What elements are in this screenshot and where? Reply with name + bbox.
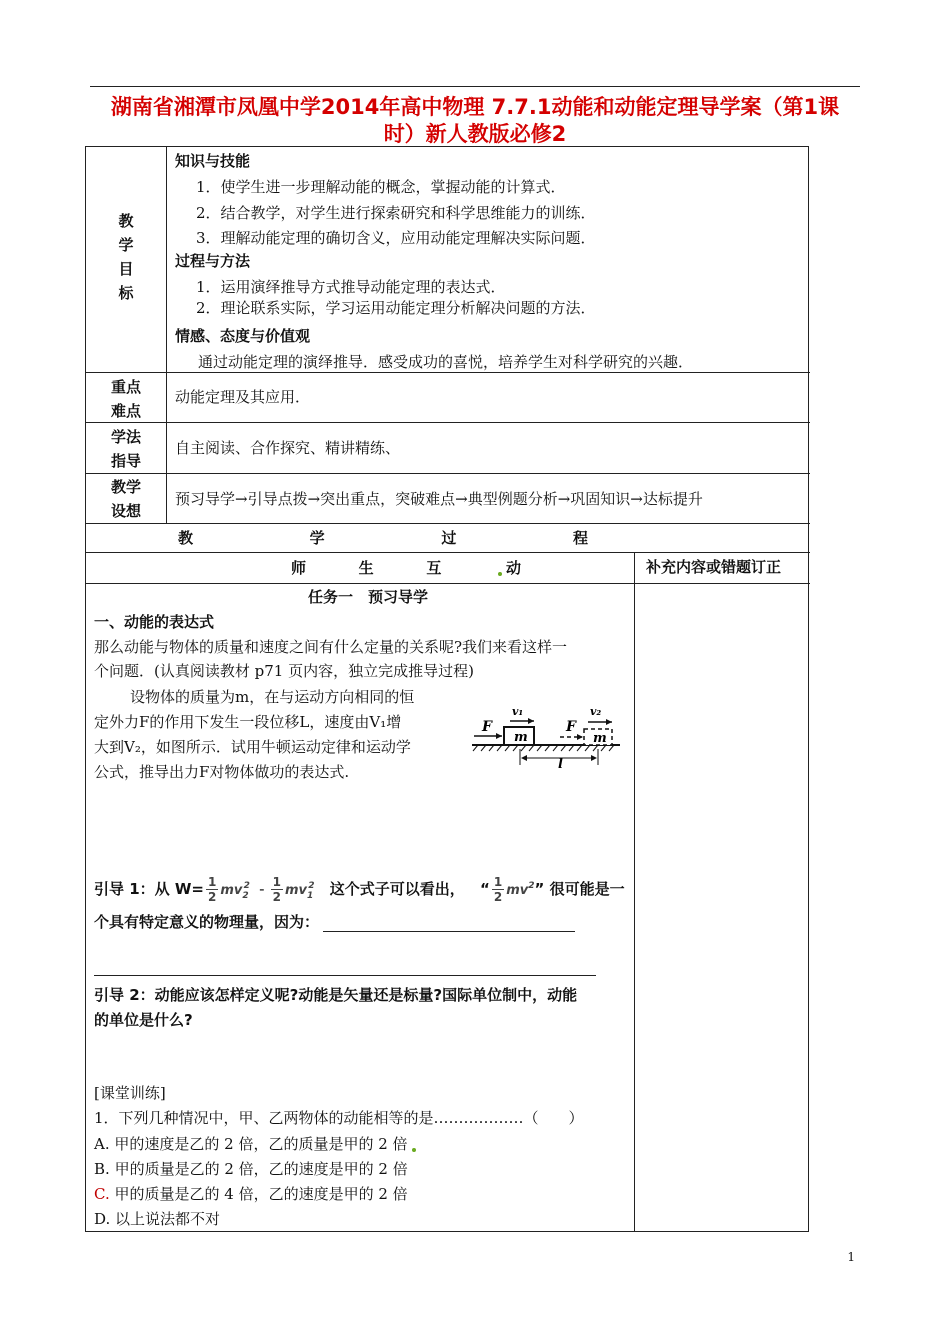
- label-column-divider: [166, 147, 167, 523]
- length-label: l: [558, 757, 563, 769]
- guide-2-line: 引导 2：动能应该怎样定义呢?动能是矢量还是标量?国际单位制中，动能: [94, 986, 578, 1004]
- half-fraction: $\frac{1}{2}$: [493, 875, 503, 904]
- force-label-end: F: [566, 719, 576, 735]
- guide-1-line-2: 个具有特定意义的物理量，因为：: [94, 912, 575, 932]
- page-number: 1: [847, 1250, 855, 1264]
- title-line-2: 时）新人教版必修2: [383, 122, 567, 146]
- method-label: 学法 指导: [110, 428, 141, 470]
- setup-line: 大到V₂，如图所示．试用牛顿运动定律和运动学: [94, 738, 411, 756]
- knowledge-heading: 知识与技能: [175, 152, 251, 170]
- supplement-header: 补充内容或错题订正: [646, 558, 782, 576]
- answer-blank: [323, 915, 575, 932]
- process-heading: 过程与方法: [175, 252, 251, 270]
- setup-line: 设物体的质量为m，在与运动方向相同的恒: [130, 688, 415, 706]
- emotion-heading: 情感、态度与价值观: [175, 327, 311, 345]
- method-text: 自主阅读、合作探究、精讲精练、: [175, 439, 401, 457]
- intro-line: 个问题．(认真阅读教材 p71 页内容，独立完成推导过程): [94, 662, 474, 680]
- supplement-column-divider: [634, 552, 635, 1232]
- task-title: 任务一 预习导学: [308, 588, 429, 606]
- knowledge-item: 1．使学生进一步理解动能的概念，掌握动能的计算式．: [196, 178, 566, 196]
- half-fraction: $\frac{1}{2}$: [272, 875, 281, 904]
- process-item: 2．理论联系实际，学习运用动能定理分析解决问题的方法．: [196, 299, 596, 317]
- emotion-text: 通过动能定理的演绎推导．感受成功的喜悦，培养学生对科学研究的兴趣．: [198, 353, 694, 371]
- guide-2-line: 的单位是什么?: [94, 1011, 193, 1029]
- objectives-label: 教 学 目 标: [118, 212, 134, 302]
- force-arrowhead: [496, 733, 502, 739]
- marker-dot: [412, 1148, 416, 1152]
- process-row-heading: 教 学 过 程: [178, 529, 588, 547]
- force-label: F: [482, 719, 492, 735]
- row-divider: [86, 473, 810, 474]
- guide-1-line: 引导 1：从 W= $\frac{1}{2}$ $mv_2^2$ - $\frac{1}{2}$ $mv_1^2$ 这个式子可以看出， “ $\frac{1}{2}$ $mv^2$” 很可能是一: [94, 875, 625, 904]
- setup-line: 定外力F的作用下发生一段位移L，速度由V₁增: [94, 713, 402, 731]
- mass-label-end: m: [593, 731, 607, 746]
- focus-text: 动能定理及其应用．: [175, 388, 311, 406]
- mass-label: m: [514, 730, 528, 745]
- block-motion-figure: [472, 703, 620, 769]
- marker-dot: [498, 572, 502, 576]
- practice-question: 1．下列几种情况中，甲、乙两物体的动能相等的是………………（ ）: [94, 1109, 584, 1127]
- option-d: D. 以上说法都不对: [94, 1210, 221, 1228]
- design-text: 预习导学→引导点拨→突出重点，突破难点→典型例题分析→巩固知识→达标提升: [175, 490, 703, 508]
- section-heading: 一、动能的表达式: [94, 613, 215, 631]
- focus-label: 重点 难点: [110, 378, 141, 420]
- row-divider: [86, 523, 810, 524]
- row-divider: [86, 552, 810, 553]
- knowledge-item: 3．理解动能定理的确切含义，应用动能定理解决实际问题．: [196, 229, 596, 247]
- knowledge-item: 2．结合教学，对学生进行探索研究和科学思维能力的训练．: [196, 204, 596, 222]
- row-divider: [86, 372, 810, 373]
- v2-label: v₂: [590, 705, 602, 718]
- row-divider: [86, 583, 810, 584]
- design-label: 教学 设想: [110, 478, 141, 520]
- intro-line: 那么动能与物体的质量和速度之间有什么定量的关系呢?我们来看这样一: [94, 638, 568, 656]
- option-c: C. 甲的质量是乙的 4 倍，乙的速度是甲的 2 倍: [94, 1185, 408, 1203]
- answer-blank-line: [94, 975, 596, 976]
- document-title: [90, 94, 860, 148]
- v1-label: v₁: [512, 705, 524, 718]
- half-fraction: $\frac{1}{2}$: [208, 875, 217, 904]
- option-a: A. 甲的速度是乙的 2 倍，乙的质量是甲的 2 倍: [94, 1134, 420, 1154]
- header-rule: [90, 86, 860, 87]
- row-divider: [86, 422, 810, 423]
- title-line-1: 湖南省湘潭市凤凰中学2014年高中物理 7.7.1动能和动能定理导学案（第1课: [110, 95, 840, 119]
- interaction-header: 师 生 互 动: [291, 559, 521, 577]
- process-item: 1．运用演绎推导方式推导动能定理的表达式．: [196, 278, 506, 296]
- practice-heading: [课堂训练]: [94, 1084, 166, 1102]
- lesson-plan-table: [85, 146, 809, 1232]
- option-b: B. 甲的质量是乙的 2 倍，乙的速度是甲的 2 倍: [94, 1160, 408, 1178]
- setup-line: 公式，推导出力F对物体做功的表达式.: [94, 763, 350, 781]
